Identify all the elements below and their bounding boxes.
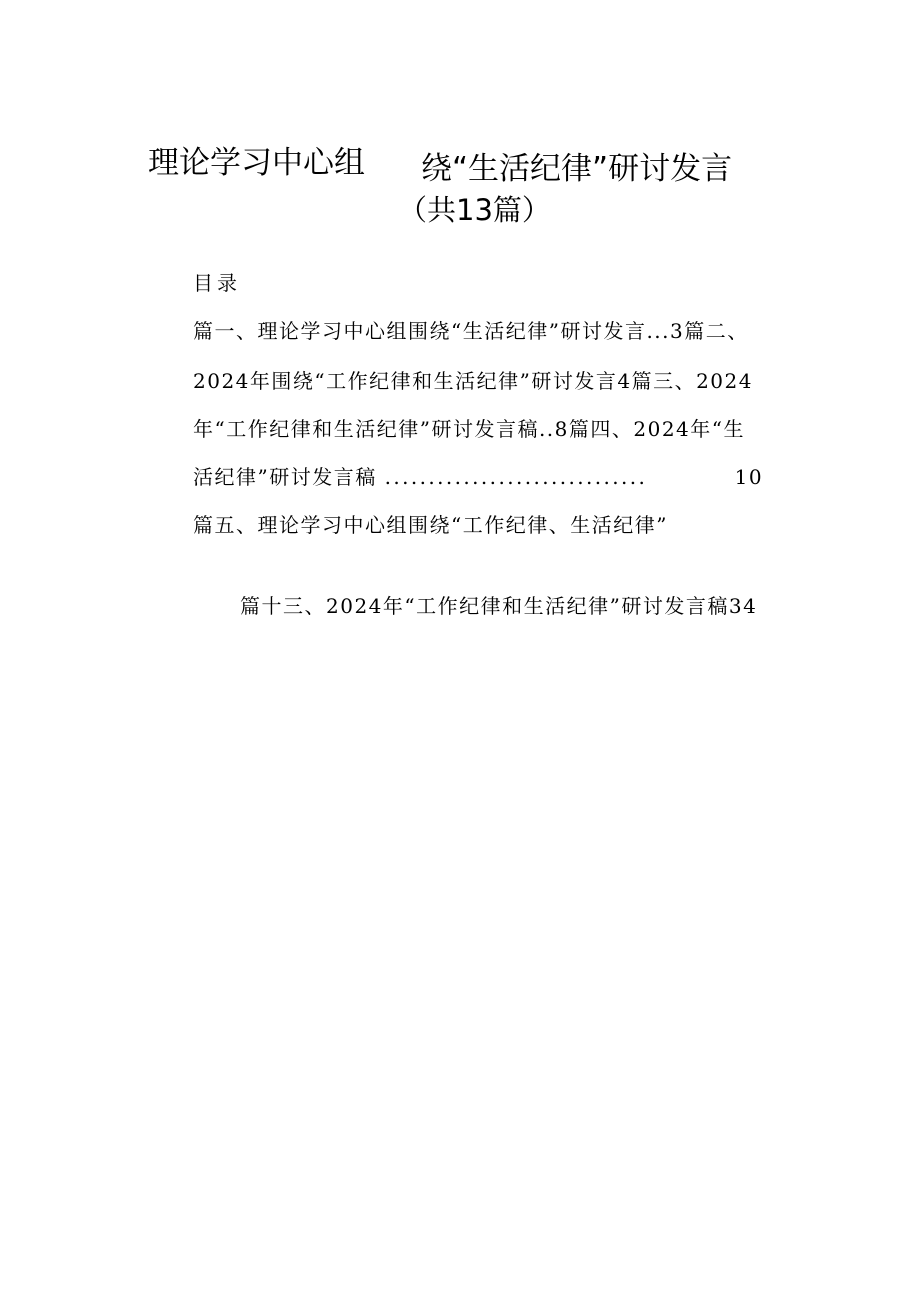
document-subtitle: （共13篇） [398,193,551,227]
toc-entry-text: 活纪律”研讨发言稿 [193,465,377,489]
toc-entry-line: 2024年围绕“工作纪律和生活纪律”研讨发言4篇三、2024 [193,369,753,393]
toc-dot-leader: .............................. [384,467,648,487]
toc-entry-line: 篇一、理论学习中心组围绕“生活纪律”研讨发言...3篇二、 [193,319,749,343]
toc-entry-line: 年“工作纪律和生活纪律”研讨发言稿..8篇四、2024年“生 [193,417,746,441]
toc-heading: 目录 [193,271,241,295]
toc-page-number: 10 [734,465,764,489]
toc-entry-line: 篇五、理论学习中心组围绕“工作纪律、生活纪律” [193,513,668,537]
toc-entry-line: 篇十三、2024年“工作纪律和生活纪律”研讨发言稿34 [240,594,758,618]
toc-entry-line [193,467,763,487]
document-title-right: 绕“生活纪律”研讨发言 [421,151,733,187]
document-title-left: 理论学习中心组 [148,145,365,181]
